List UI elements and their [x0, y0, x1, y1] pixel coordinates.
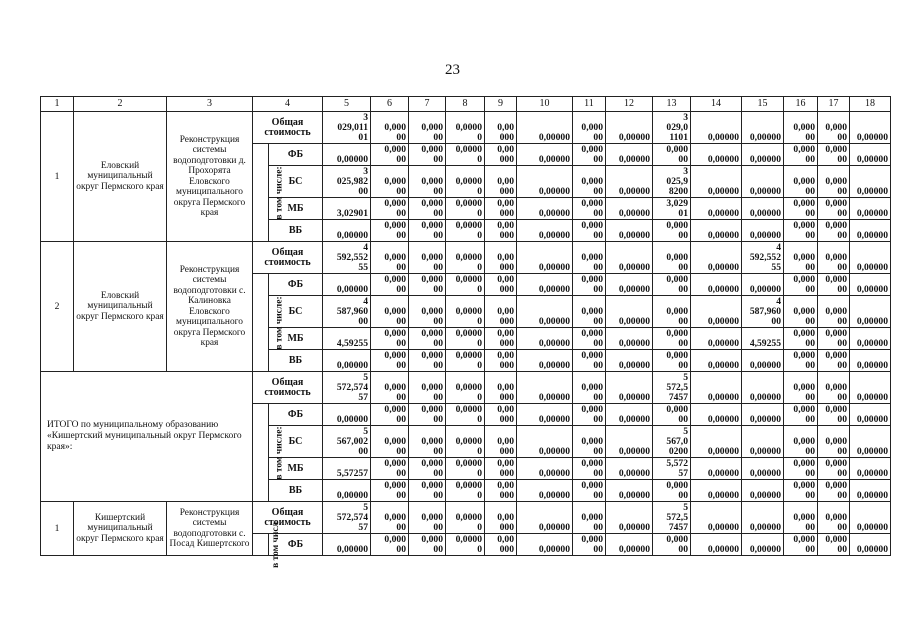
- value-cell: 0,00000: [850, 220, 891, 242]
- value-cell: 3 025,9 8200: [653, 166, 691, 198]
- value-cell: 0,000 00: [818, 458, 850, 480]
- value-cell: 0,00000: [691, 534, 742, 556]
- value-cell: 0,000 00: [573, 480, 606, 502]
- value-cell: 0,000 00: [818, 198, 850, 220]
- value-cell: 0,00 000: [485, 350, 517, 372]
- value-cell: 0,00000: [606, 502, 653, 534]
- value-cell: 0,000 00: [371, 220, 409, 242]
- value-cell: 0,000 00: [573, 242, 606, 274]
- value-cell: 0,00000: [606, 296, 653, 328]
- value-cell: 0,00000: [517, 328, 573, 350]
- value-cell: 0,00000: [850, 502, 891, 534]
- value-cell: 5 567,002 00: [323, 426, 371, 458]
- value-cell: 0,00000: [691, 112, 742, 144]
- value-cell: 0,00000: [323, 480, 371, 502]
- value-cell: 0,000 00: [784, 534, 818, 556]
- value-cell: 4 587,960 00: [323, 296, 371, 328]
- header-cell: 16: [784, 97, 818, 112]
- value-cell: 0,0000 0: [446, 198, 485, 220]
- value-cell: 0,00000: [517, 426, 573, 458]
- value-cell: 0,000 00: [784, 198, 818, 220]
- value-cell: 0,0000 0: [446, 480, 485, 502]
- value-cell: 3,029 01: [653, 198, 691, 220]
- source-mb-label: МБ: [269, 458, 323, 480]
- value-cell: 0,00000: [742, 220, 784, 242]
- value-cell: 0,000 00: [371, 144, 409, 166]
- value-cell: 0,00000: [606, 144, 653, 166]
- value-cell: 0,000 00: [573, 350, 606, 372]
- value-cell: 0,000 00: [818, 534, 850, 556]
- including-text: в том числе:: [274, 165, 285, 220]
- value-cell: 0,00000: [850, 112, 891, 144]
- value-cell: 0,000 00: [784, 426, 818, 458]
- value-cell: 0,000 00: [371, 242, 409, 274]
- header-cell: 15: [742, 97, 784, 112]
- value-cell: 0,000 00: [784, 502, 818, 534]
- value-cell: 0,000 00: [818, 328, 850, 350]
- value-cell: 0,000 00: [409, 166, 446, 198]
- value-cell: 0,000 00: [818, 296, 850, 328]
- value-cell: 0,000 00: [409, 458, 446, 480]
- value-cell: 5 572,574 57: [323, 372, 371, 404]
- value-cell: 0,0000 0: [446, 328, 485, 350]
- value-cell: 0,000 00: [371, 112, 409, 144]
- value-cell: 0,00000: [850, 296, 891, 328]
- value-cell: 0,00000: [742, 480, 784, 502]
- row-number: 1: [41, 502, 74, 556]
- value-cell: 0,00000: [691, 274, 742, 296]
- value-cell: 0,000 00: [784, 112, 818, 144]
- value-cell: 0,000 00: [784, 296, 818, 328]
- source-bs-label: БС: [269, 166, 323, 198]
- source-bs-label: БС: [269, 426, 323, 458]
- value-cell: 0,00000: [850, 404, 891, 426]
- including-label: [253, 521, 281, 568]
- value-cell: 0,00 000: [485, 372, 517, 404]
- value-cell: 0,00000: [517, 534, 573, 556]
- value-cell: 0,000 00: [409, 502, 446, 534]
- value-cell: 0,00000: [323, 350, 371, 372]
- value-cell: 0,00000: [517, 404, 573, 426]
- value-cell: 0,000 00: [409, 112, 446, 144]
- value-cell: 4,59255: [742, 328, 784, 350]
- value-cell: 5 572,574 57: [323, 502, 371, 534]
- value-cell: 0,00000: [606, 458, 653, 480]
- value-cell: 0,00000: [850, 534, 891, 556]
- header-cell: 9: [485, 97, 517, 112]
- value-cell: 0,0000 0: [446, 534, 485, 556]
- value-cell: 3 025,982 00: [323, 166, 371, 198]
- source-vb-label: ВБ: [269, 220, 323, 242]
- value-cell: 0,000 00: [784, 404, 818, 426]
- value-cell: 0,000 00: [818, 404, 850, 426]
- value-cell: 0,00000: [850, 480, 891, 502]
- value-cell: 0,00000: [742, 198, 784, 220]
- value-cell: 0,00000: [323, 144, 371, 166]
- value-cell: 0,000 00: [573, 404, 606, 426]
- value-cell: 0,000 00: [653, 296, 691, 328]
- value-cell: 0,000 00: [653, 274, 691, 296]
- value-cell: 0,00 000: [485, 458, 517, 480]
- object-name: Реконструкция системы водоподготовки с. Посад Кишертского: [167, 502, 253, 556]
- source-vb-label: ВБ: [269, 350, 323, 372]
- value-cell: 0,00000: [850, 328, 891, 350]
- including-label: [253, 274, 285, 372]
- value-cell: 0,00000: [742, 274, 784, 296]
- value-cell: 0,000 00: [409, 198, 446, 220]
- value-cell: 0,000 00: [653, 350, 691, 372]
- header-cell: 3: [167, 97, 253, 112]
- value-cell: 0,000 00: [371, 296, 409, 328]
- value-cell: 0,00000: [517, 242, 573, 274]
- value-cell: 0,0000 0: [446, 372, 485, 404]
- value-cell: 0,00000: [691, 328, 742, 350]
- value-cell: 0,00000: [323, 274, 371, 296]
- value-cell: 0,00000: [742, 502, 784, 534]
- value-cell: 0,00000: [606, 426, 653, 458]
- value-cell: 0,000 00: [784, 480, 818, 502]
- value-cell: 0,00000: [742, 350, 784, 372]
- value-cell: 0,000 00: [409, 350, 446, 372]
- value-cell: 0,00 000: [485, 502, 517, 534]
- value-cell: 0,00000: [606, 274, 653, 296]
- value-cell: 0,000 00: [784, 350, 818, 372]
- value-cell: 0,00000: [742, 404, 784, 426]
- object-name: Реконструкция системы водоподготовки с. Калиновка Еловского муниципального округа Пермского края: [167, 242, 253, 372]
- value-cell: 0,00000: [517, 350, 573, 372]
- value-cell: 0,00000: [691, 502, 742, 534]
- value-cell: 0,000 00: [573, 274, 606, 296]
- value-cell: 0,00000: [606, 328, 653, 350]
- value-cell: 0,0000 0: [446, 502, 485, 534]
- page-number: 23: [445, 62, 460, 78]
- value-cell: 0,000 00: [818, 372, 850, 404]
- value-cell: 0,000 00: [371, 274, 409, 296]
- value-cell: 0,000 00: [409, 242, 446, 274]
- value-cell: 0,00 000: [485, 328, 517, 350]
- header-cell: 17: [818, 97, 850, 112]
- value-cell: 0,000 00: [818, 166, 850, 198]
- value-cell: 0,000 00: [371, 404, 409, 426]
- value-cell: 0,00000: [517, 296, 573, 328]
- value-cell: 0,00000: [606, 220, 653, 242]
- value-cell: 0,000 00: [818, 242, 850, 274]
- value-cell: 0,00000: [742, 112, 784, 144]
- value-cell: 0,00000: [517, 112, 573, 144]
- value-cell: 0,000 00: [818, 112, 850, 144]
- table-body: [41, 112, 891, 568]
- value-cell: 0,00000: [517, 198, 573, 220]
- value-cell: 0,0000 0: [446, 220, 485, 242]
- total-cost-label: Общая стоимость: [253, 372, 323, 404]
- value-cell: 0,000 00: [573, 426, 606, 458]
- value-cell: 0,00000: [742, 372, 784, 404]
- value-cell: 0,00000: [691, 458, 742, 480]
- value-cell: 0,00000: [691, 350, 742, 372]
- table-row: [41, 242, 891, 274]
- value-cell: 0,00 000: [485, 220, 517, 242]
- value-cell: 0,00 000: [485, 144, 517, 166]
- total-cost-label: Общая стоимость: [253, 242, 323, 274]
- value-cell: 0,000 00: [409, 404, 446, 426]
- value-cell: 0,00 000: [485, 274, 517, 296]
- value-cell: 0,00000: [742, 144, 784, 166]
- value-cell: 0,00000: [517, 372, 573, 404]
- value-cell: 0,0000 0: [446, 166, 485, 198]
- header-cell: 14: [691, 97, 742, 112]
- value-cell: 0,00000: [606, 404, 653, 426]
- value-cell: 0,000 00: [573, 112, 606, 144]
- header-cell: 7: [409, 97, 446, 112]
- value-cell: 0,00000: [850, 458, 891, 480]
- source-mb-label: МБ: [269, 198, 323, 220]
- value-cell: 0,00000: [691, 480, 742, 502]
- value-cell: 0,00000: [691, 296, 742, 328]
- total-cost-label: Общая стоимость: [253, 112, 323, 144]
- value-cell: 0,000 00: [653, 328, 691, 350]
- value-cell: 0,000 00: [784, 166, 818, 198]
- row-number: 2: [41, 242, 74, 372]
- itogo-label: ИТОГО по муниципальному образованию «Кишертский муниципальный округ Пермского края»:: [41, 372, 253, 502]
- value-cell: 0,000 00: [784, 372, 818, 404]
- value-cell: 0,000 00: [573, 166, 606, 198]
- total-cost-label: Общая стоимость: [253, 502, 323, 534]
- value-cell: 0,00000: [606, 534, 653, 556]
- value-cell: 0,000 00: [818, 480, 850, 502]
- source-mb-label: МБ: [269, 328, 323, 350]
- value-cell: 0,000 00: [818, 350, 850, 372]
- value-cell: 0,00000: [517, 480, 573, 502]
- source-fb-label: ФБ: [269, 404, 323, 426]
- value-cell: 0,000 00: [573, 502, 606, 534]
- object-name: Реконструкция системы водоподготовки д. Прохорята Еловского муниципального округа Пермского края: [167, 112, 253, 242]
- value-cell: 3,02901: [323, 198, 371, 220]
- value-cell: 3 029,011 01: [323, 112, 371, 144]
- value-cell: 0,00000: [850, 198, 891, 220]
- value-cell: 0,0000 0: [446, 296, 485, 328]
- header-cell: 18: [850, 97, 891, 112]
- value-cell: 0,000 00: [371, 458, 409, 480]
- value-cell: 0,00000: [850, 372, 891, 404]
- header-cell: 2: [74, 97, 167, 112]
- value-cell: 5 567,0 0200: [653, 426, 691, 458]
- value-cell: 0,00000: [691, 220, 742, 242]
- value-cell: 0,00000: [850, 426, 891, 458]
- value-cell: 0,000 00: [573, 534, 606, 556]
- value-cell: 0,00000: [691, 404, 742, 426]
- value-cell: 0,0000 0: [446, 458, 485, 480]
- header-cell: 5: [323, 97, 371, 112]
- including-text: в том числе:: [274, 425, 285, 480]
- value-cell: 0,00 000: [485, 534, 517, 556]
- row-number: 1: [41, 112, 74, 242]
- value-cell: 0,00000: [850, 242, 891, 274]
- value-cell: 0,00000: [517, 166, 573, 198]
- budget-table: [40, 96, 891, 568]
- value-cell: 0,00000: [517, 458, 573, 480]
- value-cell: 0,000 00: [371, 198, 409, 220]
- header-cell: 11: [573, 97, 606, 112]
- header-cell: 6: [371, 97, 409, 112]
- value-cell: 0,00000: [742, 166, 784, 198]
- header-cell: 8: [446, 97, 485, 112]
- municipality-name: Еловский муниципальный округ Пермского края: [74, 112, 167, 242]
- value-cell: 0,00000: [691, 198, 742, 220]
- value-cell: 3 029,0 1101: [653, 112, 691, 144]
- value-cell: 0,000 00: [409, 534, 446, 556]
- value-cell: 0,0000 0: [446, 112, 485, 144]
- value-cell: 0,000 00: [371, 480, 409, 502]
- value-cell: 0,000 00: [573, 372, 606, 404]
- value-cell: 0,00000: [517, 502, 573, 534]
- value-cell: 0,00000: [517, 220, 573, 242]
- value-cell: 0,000 00: [573, 220, 606, 242]
- value-cell: 0,00 000: [485, 242, 517, 274]
- value-cell: 4,59255: [323, 328, 371, 350]
- value-cell: 0,00000: [517, 144, 573, 166]
- value-cell: 4 592,552 55: [323, 242, 371, 274]
- value-cell: 0,0000 0: [446, 350, 485, 372]
- value-cell: 0,00 000: [485, 480, 517, 502]
- value-cell: 0,00000: [691, 372, 742, 404]
- including-label: [253, 404, 285, 502]
- value-cell: 0,000 00: [818, 220, 850, 242]
- municipality-name: Еловский муниципальный округ Пермского края: [74, 242, 167, 372]
- value-cell: 0,000 00: [573, 328, 606, 350]
- value-cell: 0,00 000: [485, 166, 517, 198]
- including-text: в том числе:: [274, 295, 285, 350]
- value-cell: 0,000 00: [409, 274, 446, 296]
- value-cell: 5 572,5 7457: [653, 372, 691, 404]
- value-cell: 0,000 00: [653, 144, 691, 166]
- value-cell: 0,0000 0: [446, 242, 485, 274]
- header-cell: 1: [41, 97, 74, 112]
- value-cell: 0,000 00: [409, 480, 446, 502]
- table-row: [41, 372, 891, 404]
- value-cell: 0,000 00: [653, 404, 691, 426]
- value-cell: 0,00000: [606, 480, 653, 502]
- value-cell: 0,000 00: [818, 426, 850, 458]
- value-cell: 0,00 000: [485, 296, 517, 328]
- value-cell: 0,00000: [742, 534, 784, 556]
- value-cell: 0,000 00: [409, 372, 446, 404]
- value-cell: 0,00 000: [485, 404, 517, 426]
- value-cell: 0,00000: [850, 350, 891, 372]
- value-cell: 0,000 00: [653, 242, 691, 274]
- value-cell: 0,000 00: [818, 144, 850, 166]
- value-cell: 0,0000 0: [446, 404, 485, 426]
- value-cell: 0,00000: [691, 426, 742, 458]
- value-cell: 0,000 00: [653, 534, 691, 556]
- source-fb-label: ФБ: [269, 534, 323, 556]
- header-cell: 4: [253, 97, 323, 112]
- source-bs-label: БС: [269, 296, 323, 328]
- value-cell: 0,000 00: [409, 296, 446, 328]
- value-cell: 0,000 00: [818, 274, 850, 296]
- value-cell: 0,000 00: [371, 350, 409, 372]
- value-cell: 0,000 00: [784, 328, 818, 350]
- value-cell: 0,000 00: [573, 458, 606, 480]
- value-cell: 0,00000: [606, 112, 653, 144]
- value-cell: 0,00000: [606, 350, 653, 372]
- header-row: [41, 97, 891, 112]
- value-cell: 0,00000: [606, 166, 653, 198]
- value-cell: 0,00000: [323, 534, 371, 556]
- value-cell: 0,000 00: [371, 426, 409, 458]
- value-cell: 0,000 00: [784, 458, 818, 480]
- value-cell: 0,000 00: [409, 144, 446, 166]
- value-cell: 0,00000: [742, 458, 784, 480]
- value-cell: 0,00000: [850, 166, 891, 198]
- value-cell: 0,00000: [850, 274, 891, 296]
- value-cell: 0,000 00: [409, 220, 446, 242]
- municipality-name: Кишертский муниципальный округ Пермского края: [74, 502, 167, 556]
- value-cell: 0,00000: [323, 220, 371, 242]
- value-cell: 0,00 000: [485, 426, 517, 458]
- value-cell: 4 587,960 00: [742, 296, 784, 328]
- value-cell: 0,000 00: [784, 274, 818, 296]
- table-row: [41, 502, 891, 534]
- value-cell: 0,00000: [691, 242, 742, 274]
- value-cell: 0,000 00: [371, 534, 409, 556]
- value-cell: 0,000 00: [784, 242, 818, 274]
- value-cell: 0,000 00: [409, 426, 446, 458]
- header-cell: 10: [517, 97, 573, 112]
- including-text: в том числ: [270, 521, 281, 568]
- value-cell: 0,000 00: [653, 480, 691, 502]
- value-cell: 0,00000: [606, 242, 653, 274]
- value-cell: 4 592,552 55: [742, 242, 784, 274]
- table-row: [41, 112, 891, 144]
- value-cell: 0,000 00: [371, 328, 409, 350]
- value-cell: 0,00000: [742, 426, 784, 458]
- value-cell: 0,0000 0: [446, 426, 485, 458]
- value-cell: 0,000 00: [573, 198, 606, 220]
- value-cell: 0,00000: [606, 198, 653, 220]
- value-cell: 0,0000 0: [446, 274, 485, 296]
- source-fb-label: ФБ: [269, 144, 323, 166]
- value-cell: 0,000 00: [784, 220, 818, 242]
- value-cell: 0,000 00: [371, 502, 409, 534]
- value-cell: 0,00000: [323, 404, 371, 426]
- header-cell: 13: [653, 97, 691, 112]
- value-cell: 0,000 00: [573, 296, 606, 328]
- value-cell: 0,00000: [691, 144, 742, 166]
- value-cell: 0,00 000: [485, 112, 517, 144]
- value-cell: 0,000 00: [371, 166, 409, 198]
- value-cell: 0,00000: [606, 372, 653, 404]
- value-cell: 0,000 00: [409, 328, 446, 350]
- value-cell: 0,00000: [691, 166, 742, 198]
- value-cell: 0,000 00: [653, 220, 691, 242]
- source-vb-label: ВБ: [269, 480, 323, 502]
- including-label: [253, 144, 285, 242]
- value-cell: 0,000 00: [371, 372, 409, 404]
- source-fb-label: ФБ: [269, 274, 323, 296]
- value-cell: 0,00 000: [485, 198, 517, 220]
- value-cell: 0,00000: [850, 144, 891, 166]
- value-cell: 5 572,5 7457: [653, 502, 691, 534]
- value-cell: 0,000 00: [784, 144, 818, 166]
- value-cell: 0,000 00: [573, 144, 606, 166]
- value-cell: 0,000 00: [818, 502, 850, 534]
- value-cell: 0,0000 0: [446, 144, 485, 166]
- value-cell: 5,572 57: [653, 458, 691, 480]
- header-cell: 12: [606, 97, 653, 112]
- value-cell: 0,00000: [517, 274, 573, 296]
- value-cell: 5,57257: [323, 458, 371, 480]
